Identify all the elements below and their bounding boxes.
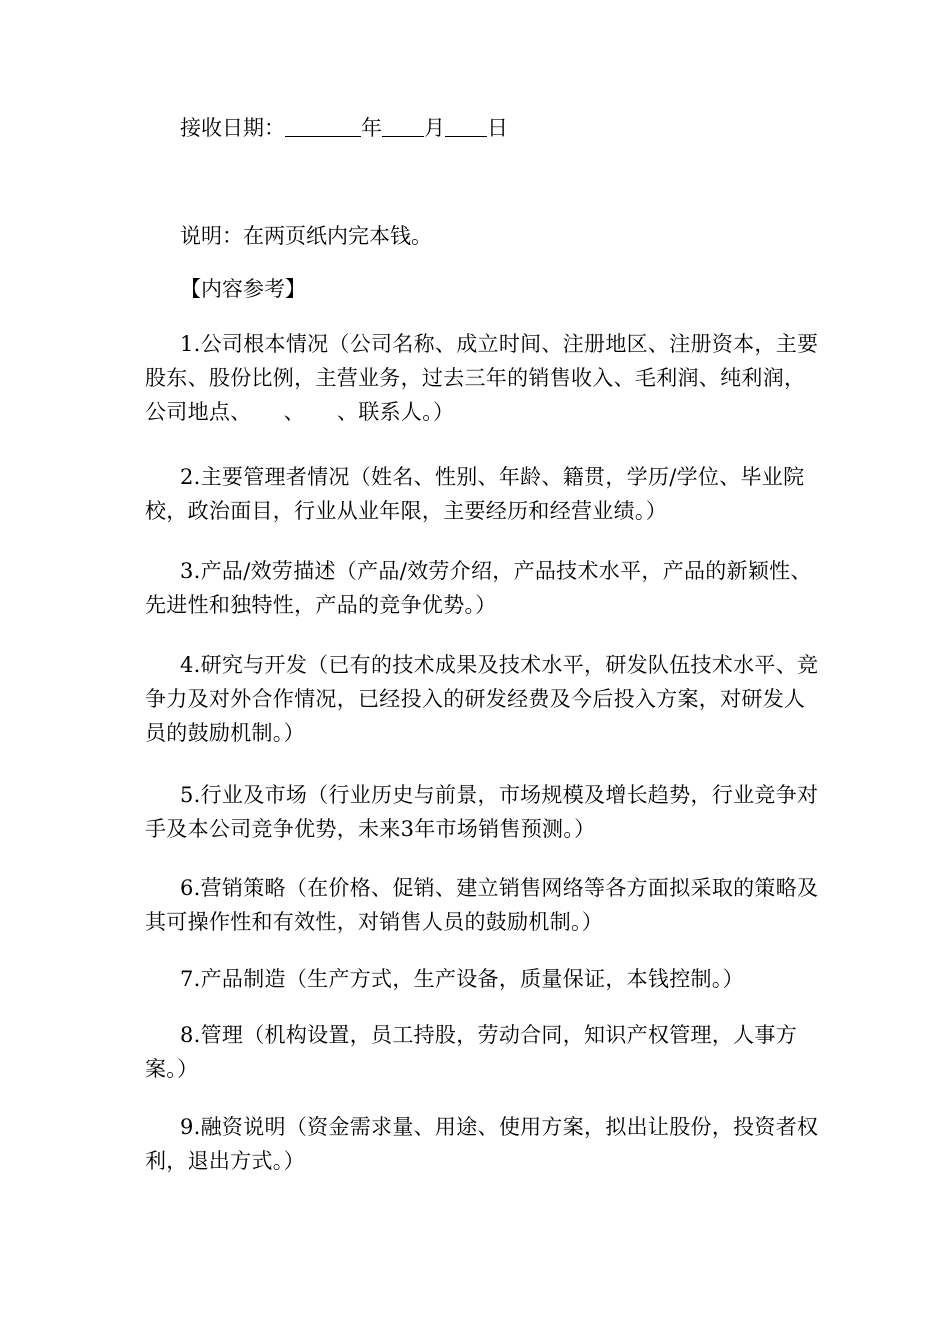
year-blank[interactable] <box>285 116 361 137</box>
content-item-9: 9.融资说明（资金需求量、用途、使用方案，拟出让股份，投资者权利，退出方式。） <box>145 1115 819 1173</box>
day-blank[interactable] <box>445 116 487 137</box>
content-item-2: 2.主要管理者情况（姓名、性别、年龄、籍贯，学历/学位、毕业院校，政治面目，行业从业年限，主要经历和经营业绩。） <box>145 465 805 523</box>
content-item-4: 4.研究与开发（已有的技术成果及技术水平，研发队伍技术水平、竞争力及对外合作情况，已经投入的研发经费及今后投入方案，对研发人员的鼓励机制。） <box>145 653 819 745</box>
section-heading: 【内容参考】 <box>180 277 306 301</box>
content-item-7: 7.产品制造（生产方式，生产设备，质量保证，本钱控制。） <box>180 967 744 991</box>
receive-date-label: 接收日期： <box>180 116 285 140</box>
content-item-8: 8.管理（机构设置，员工持股，劳动合同，知识产权管理，人事方案。） <box>145 1023 798 1081</box>
content-item-3: 3.产品/效劳描述（产品/效劳介绍，产品技术水平，产品的新颖性、先进性和独特性，产品的竞争优势。） <box>145 559 812 617</box>
content-item-6: 6.营销策略（在价格、促销、建立销售网络等各方面拟采取的策略及其可操作性和有效性，对销售人员的鼓励机制。） <box>145 876 819 934</box>
month-blank[interactable] <box>382 116 424 137</box>
note-text: 说明：在两页纸内完本钱。 <box>180 224 432 248</box>
month-label: 月 <box>424 116 445 140</box>
receive-date-line <box>145 112 860 144</box>
content-item-5: 5.行业及市场（行业历史与前景，市场规模及增长趋势，行业竞争对手及本公司竞争优势，未来3年市场销售预测。） <box>145 783 819 841</box>
content-item-1: 1.公司根本情况（公司名称、成立时间、注册地区、注册资本，主要股东、股份比例，主营业务，过去三年的销售收入、毛利润、纯利润，公司地点、 、 、联系人。） <box>145 332 819 424</box>
year-label: 年 <box>361 116 382 140</box>
day-label: 日 <box>487 116 508 140</box>
